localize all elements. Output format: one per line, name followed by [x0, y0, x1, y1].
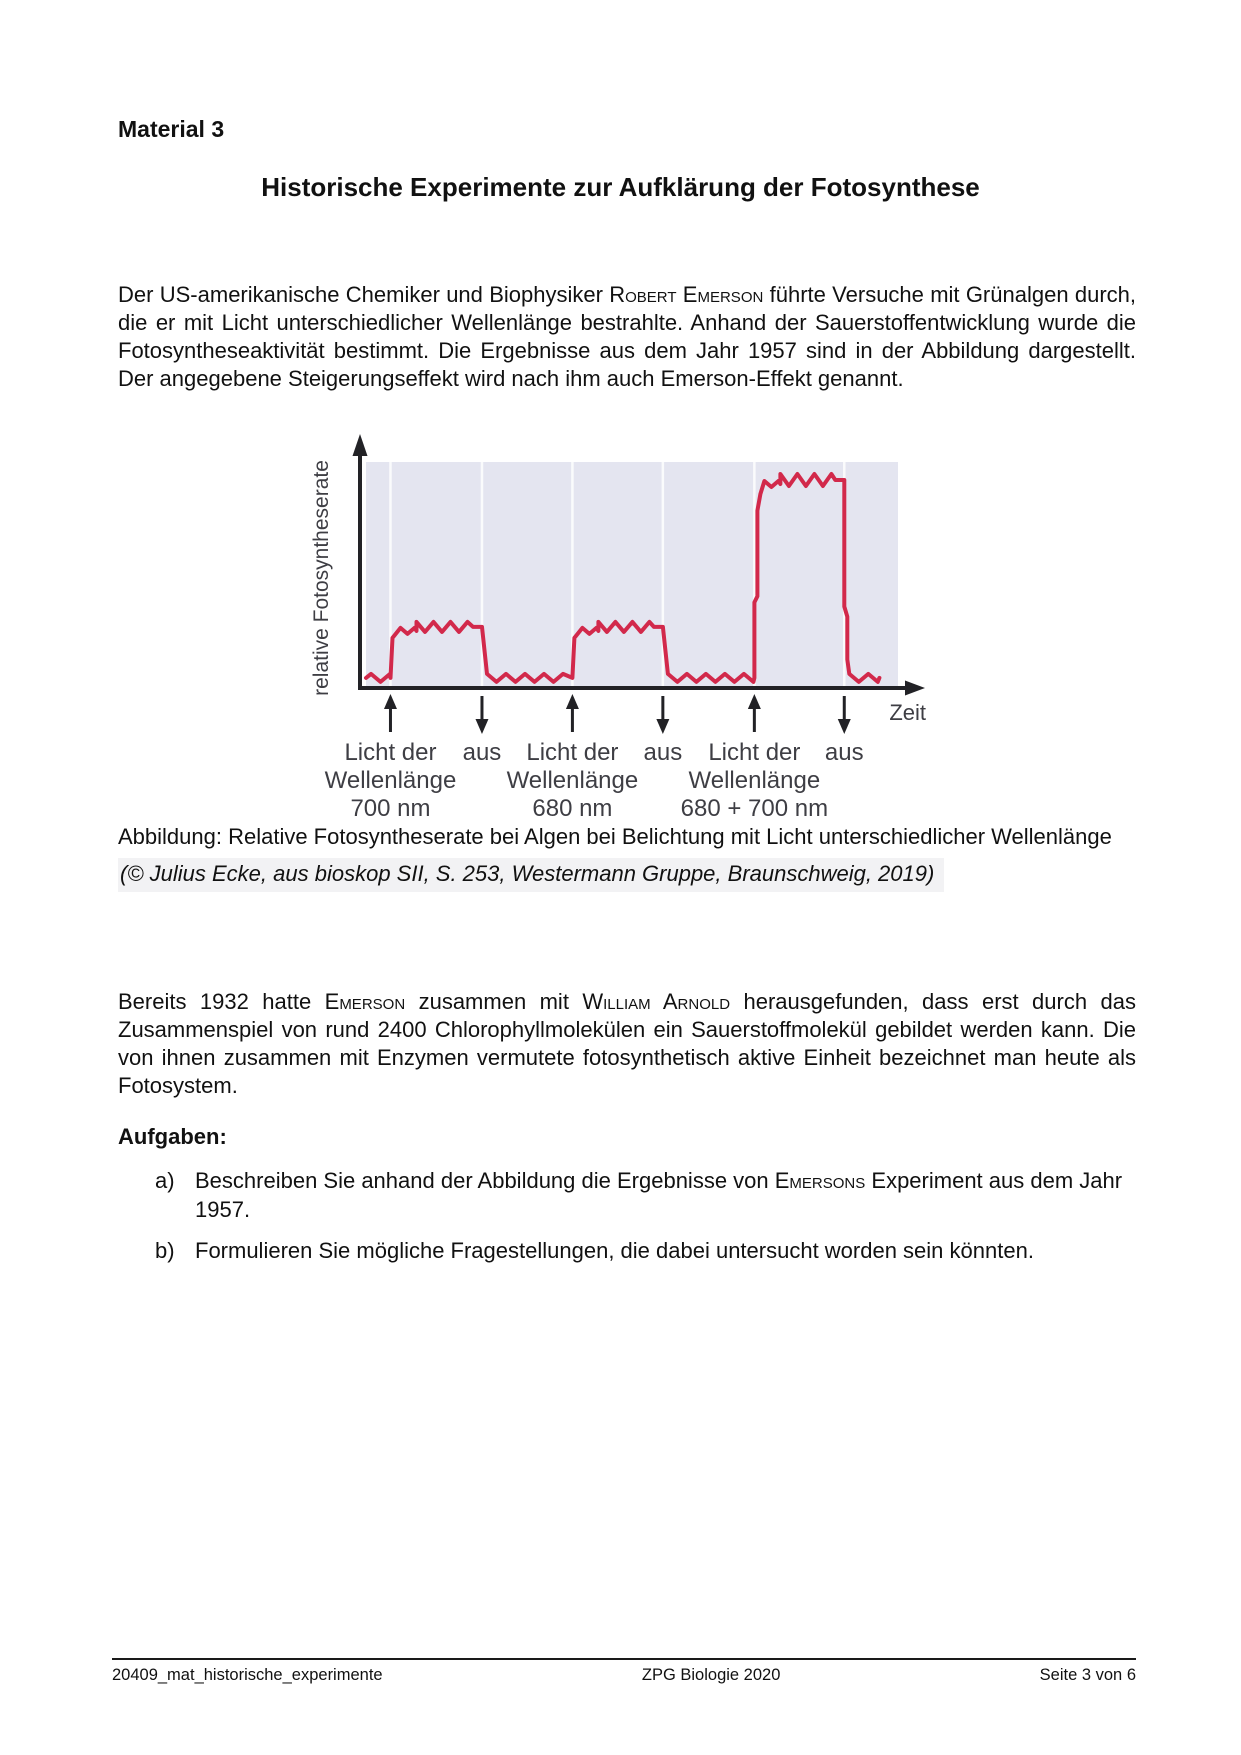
event-label: 680 + 700 nm [680, 795, 829, 822]
footer-divider [112, 1658, 1136, 1660]
task-marker-b: b) [155, 1238, 175, 1263]
figure-caption: Abbildung: Relative Fotosyntheserate bei Algen bei Belichtung mit Licht unterschiedlicher Wellenlänge [118, 824, 1112, 849]
event-label: aus [824, 739, 864, 766]
figure-credit [118, 858, 1136, 892]
light-off-arrowhead [656, 719, 669, 734]
x-axis-arrowhead [905, 681, 925, 696]
event-label: aus [643, 739, 683, 766]
footer-left: 20409_mat_historische_experimente [112, 1666, 383, 1684]
light-off-arrowhead [838, 719, 851, 734]
body-paragraph: Bereits 1932 hatte Emerson zusammen mit William Arnold herausgefunden, dass erst durch das Zusammenspiel von rund 2400 Chlorophyllmolekülen ein Sauerstoffmolekül gebildet werden kann. Die von ihnen zusammen mit Enzymen vermutete fotosynthetisch aktive Einheit bezeichnet man heute als Fotosystem. [118, 989, 1136, 1098]
event-label: Licht der [526, 739, 619, 766]
figure-credit-text: (© Julius Ecke, aus bioskop SII, S. 253, Westermann Gruppe, Braunschweig, 2019) [118, 858, 944, 892]
task-text-b: Formulieren Sie mögliche Fragestellungen, die dabei untersucht worden sein könnten. [195, 1238, 1034, 1263]
photosynthesis-rate-chart [280, 388, 970, 828]
event-label: 680 nm [532, 795, 613, 822]
event-label: Licht der [344, 739, 437, 766]
task-item-a [155, 1166, 1145, 1224]
figure [280, 388, 970, 828]
event-label: Wellenlänge [688, 767, 821, 794]
event-label: aus [462, 739, 502, 766]
footer-center: ZPG Biologie 2020 [641, 1666, 781, 1684]
event-label: Wellenlänge [324, 767, 457, 794]
intro-paragraph: Der US-amerikanische Chemiker und Biophysiker Robert Emerson führte Versuche mit Grünalgen durch, die er mit Licht unterschiedlicher Wellenlänge bestrahlte. Anhand der Sauerstoffentwicklung wurde die Fotosyntheseaktivität bestimmt. Die Ergebnisse aus dem Jahr 1957 sind in der Abbildung dargestellt. Der angegebene Steigerungseffekt wird nach ihm auch Emerson-Effekt genannt. [118, 282, 1136, 391]
event-label: Wellenlänge [506, 767, 639, 794]
y-axis-label: relative Fotosyntheserate [310, 460, 333, 696]
plot-background [366, 462, 898, 688]
event-label: Licht der [708, 739, 801, 766]
tasks-heading: Aufgaben: [118, 1124, 227, 1149]
event-label: 700 nm [350, 795, 431, 822]
task-item-b [155, 1236, 1145, 1265]
x-axis-label: Zeit [889, 700, 926, 725]
light-off-arrowhead [475, 719, 488, 734]
material-label: Material 3 [118, 116, 225, 142]
footer-right: Seite 3 von 6 [1039, 1666, 1136, 1684]
footer [112, 1658, 1136, 1685]
task-marker-a: a) [155, 1168, 175, 1193]
task-text-a: Beschreiben Sie anhand der Abbildung die Ergebnisse von Emersons Experiment aus dem Jahr 1957. [195, 1168, 1123, 1222]
light-on-arrowhead [566, 694, 579, 709]
light-on-arrowhead [748, 694, 761, 709]
page-title: Historische Experimente zur Aufklärung der Fotosynthese [261, 172, 980, 202]
light-on-arrowhead [384, 694, 397, 709]
y-axis-arrowhead [353, 434, 368, 456]
